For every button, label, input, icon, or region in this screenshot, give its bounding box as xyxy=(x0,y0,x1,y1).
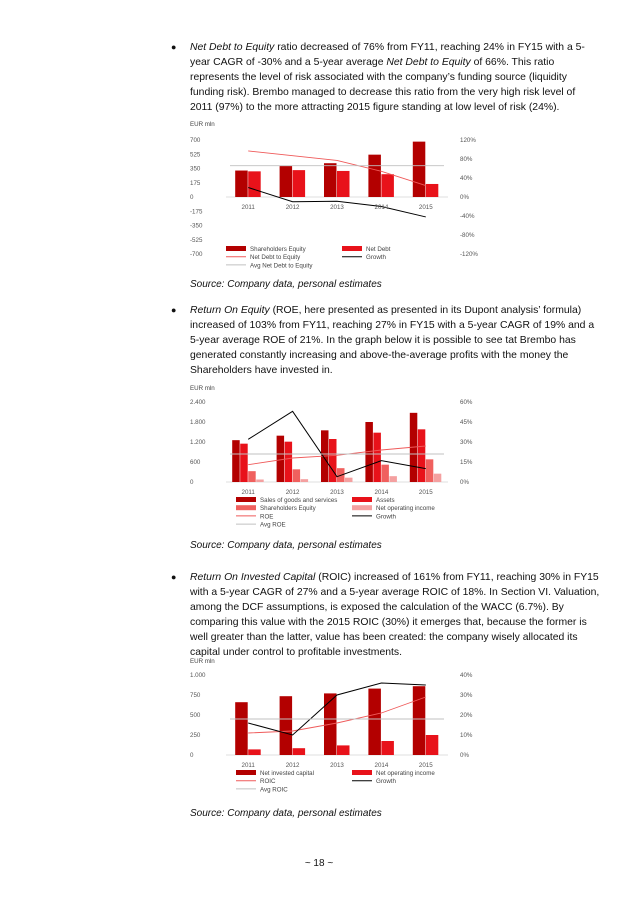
y-tick-label: 250 xyxy=(190,732,201,739)
bullet: ● xyxy=(171,572,177,582)
legend-swatch xyxy=(226,246,246,251)
x-tick-label: 2011 xyxy=(241,762,255,769)
y-tick-label: -700 xyxy=(190,251,203,258)
bar-net-debt xyxy=(426,184,439,197)
y2-tick-label: 20% xyxy=(460,712,473,719)
bar-assets xyxy=(418,429,426,482)
bar-net-operating-income xyxy=(301,479,309,482)
x-tick-label: 2011 xyxy=(241,489,255,496)
legend-label: Avg ROIC xyxy=(260,786,288,794)
text: ratio decreased of 76% from FY11, reaching 24% in FY15 with a 5-year CAGR of -30% and a 5-year average xyxy=(190,42,585,68)
y-tick-label: 1.800 xyxy=(190,419,206,426)
text: (ROIC) increased of 161% from FY11, reaching 30% in FY15 with a 5-year CAGR of 27% and a 5-year average ROIC of 18%. In Section VI. Valuation, among the DCF assumptions, is exposed the calculation of the WACC (6.7%). By comparing this value with the 2015 ROIC (30%) it emerges that, because the former is well greater than the latter, value has been created: the company wisely allocated its capital under control to profitable investments. xyxy=(190,572,600,658)
bar-shareholders-equity xyxy=(426,459,434,482)
roe-chart xyxy=(190,382,490,532)
y2-tick-label: 15% xyxy=(460,459,473,466)
y-tick-label: 750 xyxy=(190,692,201,699)
line-roic xyxy=(248,697,426,733)
bar-shareholders-equity xyxy=(324,163,337,197)
x-tick-label: 2013 xyxy=(330,489,344,496)
bar-assets xyxy=(240,444,248,482)
line-growth xyxy=(248,411,426,476)
bar-net-debt xyxy=(381,174,394,197)
legend-label: Net invested capital xyxy=(260,770,314,777)
x-tick-label: 2011 xyxy=(241,204,255,211)
term: Return On Invested Capital xyxy=(190,572,316,583)
y-tick-label: 1.000 xyxy=(190,672,206,679)
y2-tick-label: 0% xyxy=(460,752,469,759)
bar-sales-of-goods-and-services xyxy=(232,440,240,482)
bar-net-operating-income xyxy=(389,476,397,482)
x-tick-label: 2012 xyxy=(285,204,300,211)
y2-tick-label: -80% xyxy=(460,232,475,239)
unit-label: EUR mln xyxy=(190,385,215,392)
legend-label: Sales of goods and services xyxy=(260,497,338,504)
y2-tick-label: -40% xyxy=(460,213,475,220)
y2-tick-label: 40% xyxy=(460,672,473,679)
term: Net Debt to Equity xyxy=(386,57,471,68)
y-tick-label: -175 xyxy=(190,208,203,216)
bar-shareholders-equity xyxy=(248,471,256,482)
y2-tick-label: 0% xyxy=(460,479,469,486)
y-tick-label: 525 xyxy=(190,151,201,159)
x-tick-label: 2012 xyxy=(285,762,300,769)
text: (ROE, here presented as presented in its Dupont analysis’ formula) increased of 103% from FY11, reaching 27% in FY15 with a 5-year CAGR of 19% and a 5-year average ROE of 21%. In the graph below it is possible to see tat Brembo has generated constantly increasing and above-the-average profits with the money the Shareholders have invested in. xyxy=(190,305,595,376)
legend-swatch xyxy=(352,497,372,502)
bar-net-operating-income xyxy=(345,478,353,482)
legend-label: Net Debt xyxy=(366,246,391,253)
page-number: ~ 18 ~ xyxy=(304,858,334,869)
y-tick-label: 500 xyxy=(190,712,201,719)
bar-sales-of-goods-and-services xyxy=(277,436,285,482)
legend-label: ROE xyxy=(260,513,274,521)
bar-net-debt xyxy=(293,170,306,197)
bar-net-invested-capital xyxy=(280,696,293,755)
y-tick-label: 0 xyxy=(190,479,194,486)
y-tick-label: 0 xyxy=(190,752,194,759)
bar-shareholders-equity xyxy=(280,166,293,197)
y2-tick-label: 30% xyxy=(460,439,473,446)
y-tick-label: 600 xyxy=(190,459,201,466)
legend-swatch xyxy=(236,770,256,775)
y-tick-label: 0 xyxy=(190,194,194,201)
y-tick-label: 175 xyxy=(190,179,201,187)
bar-assets xyxy=(373,433,381,482)
y2-tick-label: 60% xyxy=(460,399,473,406)
bar-net-operating-income xyxy=(381,741,394,755)
bar-shareholders-equity xyxy=(235,171,248,197)
legend-swatch xyxy=(236,497,256,502)
bar-shareholders-equity xyxy=(368,155,381,197)
line-roe xyxy=(248,446,426,465)
x-tick-label: 2015 xyxy=(418,762,433,769)
term: Net Debt to Equity xyxy=(190,42,275,53)
bar-net-operating-income xyxy=(256,480,264,483)
x-tick-label: 2012 xyxy=(285,489,300,496)
x-tick-label: 2014 xyxy=(374,204,389,211)
line-growth xyxy=(248,683,426,735)
unit-label: EUR mln xyxy=(190,121,215,128)
paragraph-net-debt-to-equity xyxy=(190,40,600,115)
source-note: Source: Company data, personal estimates xyxy=(190,279,382,290)
bar-assets xyxy=(329,439,337,482)
x-tick-label: 2013 xyxy=(330,762,344,769)
x-tick-label: 2013 xyxy=(330,204,344,211)
bar-shareholders-equity xyxy=(413,142,426,197)
bullet: ● xyxy=(171,305,177,315)
legend-swatch xyxy=(352,505,372,510)
legend-label: Growth xyxy=(376,778,396,786)
y-tick-label: 350 xyxy=(190,165,201,173)
y2-tick-label: -120% xyxy=(460,251,478,258)
x-tick-label: 2015 xyxy=(418,489,433,496)
y2-tick-label: 40% xyxy=(460,175,473,182)
legend-label: Shareholders Equity xyxy=(250,246,306,253)
bullet: ● xyxy=(171,42,177,52)
text: of 66%. This ratio represents the level of risk associated with the company’s funding source (liquidity funding risk). Brembo managed to decrease this ratio from the very high risk level of 2011 (97%) to the more attracting 2015 figure standing at low level of risk (24%). xyxy=(190,57,576,113)
bar-shareholders-equity xyxy=(293,469,301,482)
y2-tick-label: 45% xyxy=(460,419,473,426)
term: Return On Equity xyxy=(190,305,270,316)
bar-net-invested-capital xyxy=(368,689,381,755)
legend-label: Assets xyxy=(376,497,395,504)
source-note: Source: Company data, personal estimates xyxy=(190,540,382,551)
y2-tick-label: 120% xyxy=(460,137,476,144)
legend-label: Net operating income xyxy=(376,505,435,513)
legend-label: Growth xyxy=(366,254,386,262)
legend-label: Growth xyxy=(376,513,396,521)
legend-label: Net Debt to Equity xyxy=(250,254,301,262)
legend-swatch xyxy=(236,505,256,510)
paragraph-roe xyxy=(190,303,600,378)
paragraph-roic xyxy=(190,570,600,660)
bar-assets xyxy=(285,442,293,482)
x-tick-label: 2014 xyxy=(374,762,389,769)
y2-tick-label: 30% xyxy=(460,692,473,699)
y-tick-label: 700 xyxy=(190,137,201,144)
bar-net-operating-income xyxy=(293,748,306,755)
bar-net-operating-income xyxy=(434,474,442,482)
legend-label: ROIC xyxy=(260,778,276,786)
x-tick-label: 2014 xyxy=(374,489,389,496)
y2-tick-label: 10% xyxy=(460,732,473,739)
bar-net-invested-capital xyxy=(413,686,426,755)
bar-net-operating-income xyxy=(337,745,350,755)
legend-label: Avg ROE xyxy=(260,521,286,529)
bar-net-operating-income xyxy=(426,735,439,755)
net-debt-chart xyxy=(190,118,490,280)
source-note: Source: Company data, personal estimates xyxy=(190,808,382,819)
legend-label: Net operating income xyxy=(376,770,435,777)
legend-swatch xyxy=(352,770,372,775)
bar-net-operating-income xyxy=(248,749,261,755)
bar-net-debt xyxy=(337,171,350,197)
unit-label: EUR mln xyxy=(190,658,215,665)
legend-swatch xyxy=(342,246,362,251)
roic-chart xyxy=(190,655,490,805)
y-tick-label: -350 xyxy=(190,222,203,230)
y-tick-label: 2.400 xyxy=(190,399,206,406)
bar-net-invested-capital xyxy=(235,702,248,755)
y-tick-label: 1.200 xyxy=(190,439,206,446)
bar-shareholders-equity xyxy=(381,465,389,482)
y2-tick-label: 80% xyxy=(460,156,473,163)
y2-tick-label: 0% xyxy=(460,194,469,201)
legend-label: Shareholders Equity xyxy=(260,505,316,513)
y-tick-label: -525 xyxy=(190,236,203,244)
x-tick-label: 2015 xyxy=(418,204,433,211)
bar-net-debt xyxy=(248,171,261,197)
legend-label: Avg Net Debt to Equity xyxy=(250,262,313,270)
